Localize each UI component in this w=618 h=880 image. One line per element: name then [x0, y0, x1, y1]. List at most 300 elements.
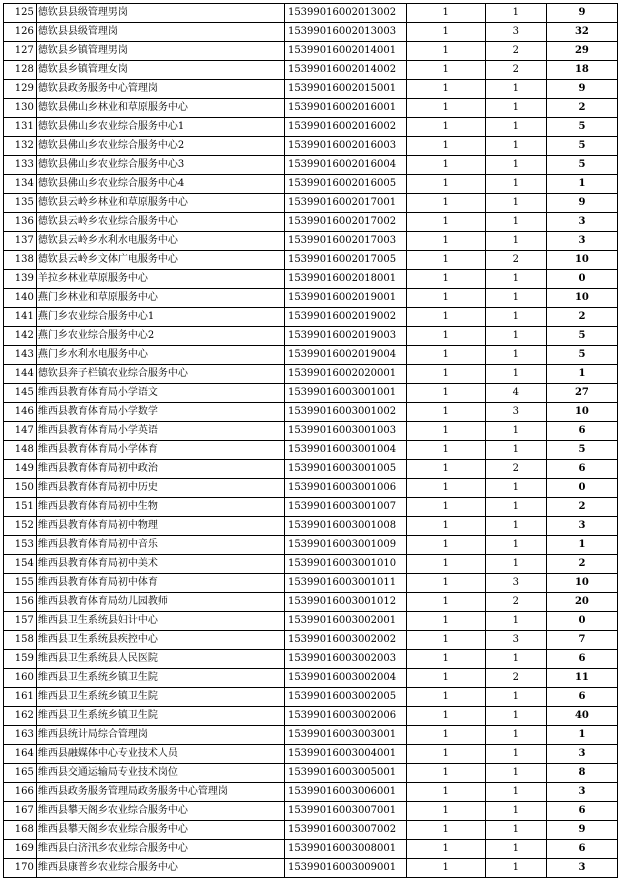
position-name: 德钦县佛山乡林业和草原服务中心: [36, 99, 284, 118]
table-row: [4, 783, 618, 802]
cell-col4: 1: [406, 631, 485, 650]
table-row: [4, 194, 618, 213]
cell-col4: 1: [406, 688, 485, 707]
row-number: 170: [4, 859, 37, 878]
position-name: 维西县教育体育局初中政治: [36, 460, 284, 479]
cell-col5: 2: [485, 61, 546, 80]
cell-col5: 1: [485, 707, 546, 726]
position-code: 15399016003001002: [284, 403, 406, 422]
row-number: 166: [4, 783, 37, 802]
position-name: 德钦县奔子栏镇农业综合服务中心: [36, 365, 284, 384]
position-code: 15399016003001011: [284, 574, 406, 593]
cell-col5: 1: [485, 517, 546, 536]
table-row: [4, 61, 618, 80]
row-number: 131: [4, 118, 37, 137]
row-number: 163: [4, 726, 37, 745]
table-row: [4, 99, 618, 118]
position-name: 维西县融媒体中心专业技术人员: [36, 745, 284, 764]
cell-col4: 1: [406, 650, 485, 669]
cell-col6: 27: [546, 384, 617, 403]
cell-col5: 1: [485, 441, 546, 460]
cell-col4: 1: [406, 365, 485, 384]
cell-col5: 1: [485, 536, 546, 555]
position-name: 德钦县佛山乡农业综合服务中心4: [36, 175, 284, 194]
row-number: 145: [4, 384, 37, 403]
cell-col6: 3: [546, 517, 617, 536]
table-row: [4, 726, 618, 745]
position-name: 德钦县佛山乡农业综合服务中心1: [36, 118, 284, 137]
row-number: 152: [4, 517, 37, 536]
row-number: 148: [4, 441, 37, 460]
position-name: 德钦县乡镇管理女岗: [36, 61, 284, 80]
position-code: 15399016002018001: [284, 270, 406, 289]
position-code: 15399016002020001: [284, 365, 406, 384]
position-name: 维西县卫生系统乡镇卫生院: [36, 669, 284, 688]
row-number: 155: [4, 574, 37, 593]
table-row: [4, 517, 618, 536]
row-number: 162: [4, 707, 37, 726]
cell-col4: 1: [406, 137, 485, 156]
cell-col5: 1: [485, 346, 546, 365]
cell-col6: 3: [546, 783, 617, 802]
cell-col5: 1: [485, 99, 546, 118]
positions-table: [3, 3, 618, 878]
position-code: 15399016002017003: [284, 232, 406, 251]
position-code: 15399016003008001: [284, 840, 406, 859]
position-code: 15399016003007002: [284, 821, 406, 840]
row-number: 133: [4, 156, 37, 175]
position-name: 维西县教育体育局小学英语: [36, 422, 284, 441]
position-name: 维西县攀天阁乡农业综合服务中心: [36, 821, 284, 840]
cell-col5: 1: [485, 612, 546, 631]
cell-col5: 1: [485, 327, 546, 346]
cell-col6: 9: [546, 4, 617, 23]
cell-col4: 1: [406, 840, 485, 859]
position-name: 维西县攀天阁乡农业综合服务中心: [36, 802, 284, 821]
position-name: 维西县政务服务管理局政务服务中心管理岗: [36, 783, 284, 802]
row-number: 134: [4, 175, 37, 194]
cell-col4: 1: [406, 555, 485, 574]
cell-col6: 5: [546, 156, 617, 175]
row-number: 146: [4, 403, 37, 422]
table-row: [4, 574, 618, 593]
cell-col4: 1: [406, 232, 485, 251]
cell-col4: 1: [406, 764, 485, 783]
table-row: [4, 840, 618, 859]
cell-col6: 8: [546, 764, 617, 783]
cell-col5: 1: [485, 859, 546, 878]
cell-col4: 1: [406, 498, 485, 517]
position-code: 15399016002015001: [284, 80, 406, 99]
table-row: [4, 289, 618, 308]
table-row: [4, 346, 618, 365]
table-row: [4, 365, 618, 384]
position-code: 15399016003007001: [284, 802, 406, 821]
cell-col4: 1: [406, 821, 485, 840]
cell-col4: 1: [406, 574, 485, 593]
cell-col6: 2: [546, 498, 617, 517]
cell-col4: 1: [406, 384, 485, 403]
position-code: 15399016003006001: [284, 783, 406, 802]
cell-col6: 18: [546, 61, 617, 80]
cell-col6: 5: [546, 346, 617, 365]
position-code: 15399016003001007: [284, 498, 406, 517]
row-number: 151: [4, 498, 37, 517]
row-number: 132: [4, 137, 37, 156]
position-code: 15399016002016004: [284, 156, 406, 175]
table-row: [4, 270, 618, 289]
position-name: 维西县卫生系统县疾控中心: [36, 631, 284, 650]
cell-col6: 6: [546, 688, 617, 707]
cell-col6: 9: [546, 194, 617, 213]
table-row: [4, 555, 618, 574]
cell-col4: 1: [406, 61, 485, 80]
cell-col4: 1: [406, 802, 485, 821]
position-name: 维西县教育体育局小学语文: [36, 384, 284, 403]
cell-col5: 1: [485, 308, 546, 327]
cell-col4: 1: [406, 479, 485, 498]
row-number: 153: [4, 536, 37, 555]
cell-col6: 3: [546, 859, 617, 878]
table-row: [4, 156, 618, 175]
cell-col4: 1: [406, 859, 485, 878]
table-row: [4, 707, 618, 726]
table-row: [4, 688, 618, 707]
position-code: 15399016003002005: [284, 688, 406, 707]
table-row: [4, 631, 618, 650]
cell-col4: 1: [406, 460, 485, 479]
position-code: 15399016003001009: [284, 536, 406, 555]
table-row: [4, 403, 618, 422]
position-code: 15399016003001003: [284, 422, 406, 441]
row-number: 129: [4, 80, 37, 99]
cell-col5: 1: [485, 555, 546, 574]
position-name: 德钦县县级管理岗: [36, 23, 284, 42]
cell-col6: 29: [546, 42, 617, 61]
position-name: 德钦县云岭乡农业综合服务中心: [36, 213, 284, 232]
cell-col4: 1: [406, 707, 485, 726]
cell-col6: 11: [546, 669, 617, 688]
cell-col5: 1: [485, 802, 546, 821]
cell-col6: 5: [546, 137, 617, 156]
cell-col6: 40: [546, 707, 617, 726]
table-row: [4, 175, 618, 194]
table-row: [4, 498, 618, 517]
position-name: 维西县教育体育局小学数学: [36, 403, 284, 422]
cell-col5: 1: [485, 498, 546, 517]
row-number: 169: [4, 840, 37, 859]
table-row: [4, 593, 618, 612]
position-code: 15399016002014002: [284, 61, 406, 80]
cell-col6: 6: [546, 840, 617, 859]
cell-col6: 3: [546, 213, 617, 232]
row-number: 164: [4, 745, 37, 764]
position-name: 羊拉乡林业草原服务中心: [36, 270, 284, 289]
table-row: [4, 137, 618, 156]
cell-col5: 3: [485, 631, 546, 650]
table-row: [4, 460, 618, 479]
cell-col6: 10: [546, 403, 617, 422]
row-number: 159: [4, 650, 37, 669]
cell-col4: 1: [406, 80, 485, 99]
cell-col4: 1: [406, 593, 485, 612]
position-name: 燕门乡水利水电服务中心: [36, 346, 284, 365]
cell-col5: 1: [485, 764, 546, 783]
cell-col4: 1: [406, 289, 485, 308]
table-row: [4, 80, 618, 99]
cell-col6: 1: [546, 726, 617, 745]
position-name: 德钦县佛山乡农业综合服务中心2: [36, 137, 284, 156]
cell-col4: 1: [406, 194, 485, 213]
cell-col5: 1: [485, 365, 546, 384]
row-number: 137: [4, 232, 37, 251]
cell-col5: 1: [485, 213, 546, 232]
cell-col4: 1: [406, 726, 485, 745]
position-name: 德钦县云岭乡水利水电服务中心: [36, 232, 284, 251]
position-name: 维西县交通运输局专业技术岗位: [36, 764, 284, 783]
cell-col6: 2: [546, 99, 617, 118]
position-code: 15399016002013002: [284, 4, 406, 23]
cell-col5: 1: [485, 137, 546, 156]
cell-col6: 7: [546, 631, 617, 650]
cell-col4: 1: [406, 4, 485, 23]
table-row: [4, 308, 618, 327]
position-name: 德钦县云岭乡林业和草原服务中心: [36, 194, 284, 213]
cell-col6: 6: [546, 422, 617, 441]
cell-col6: 5: [546, 327, 617, 346]
cell-col4: 1: [406, 251, 485, 270]
cell-col5: 1: [485, 270, 546, 289]
cell-col4: 1: [406, 517, 485, 536]
table-row: [4, 42, 618, 61]
row-number: 141: [4, 308, 37, 327]
cell-col6: 9: [546, 821, 617, 840]
cell-col5: 1: [485, 479, 546, 498]
row-number: 157: [4, 612, 37, 631]
cell-col4: 1: [406, 669, 485, 688]
cell-col4: 1: [406, 42, 485, 61]
table-row: [4, 118, 618, 137]
cell-col4: 1: [406, 118, 485, 137]
position-code: 15399016002016005: [284, 175, 406, 194]
position-code: 15399016003001005: [284, 460, 406, 479]
cell-col4: 1: [406, 175, 485, 194]
position-code: 15399016002016002: [284, 118, 406, 137]
cell-col4: 1: [406, 403, 485, 422]
cell-col4: 1: [406, 270, 485, 289]
cell-col4: 1: [406, 346, 485, 365]
cell-col6: 32: [546, 23, 617, 42]
position-code: 15399016003001008: [284, 517, 406, 536]
position-name: 德钦县政务服务中心管理岗: [36, 80, 284, 99]
cell-col4: 1: [406, 612, 485, 631]
position-code: 15399016002016003: [284, 137, 406, 156]
cell-col5: 2: [485, 593, 546, 612]
table-row: [4, 384, 618, 403]
position-code: 15399016002017005: [284, 251, 406, 270]
cell-col4: 1: [406, 422, 485, 441]
row-number: 140: [4, 289, 37, 308]
row-number: 126: [4, 23, 37, 42]
position-code: 15399016002017002: [284, 213, 406, 232]
row-number: 147: [4, 422, 37, 441]
position-name: 维西县康普乡农业综合服务中心: [36, 859, 284, 878]
row-number: 127: [4, 42, 37, 61]
row-number: 168: [4, 821, 37, 840]
position-code: 15399016002013003: [284, 23, 406, 42]
position-code: 15399016003004001: [284, 745, 406, 764]
cell-col6: 3: [546, 232, 617, 251]
position-name: 燕门乡农业综合服务中心2: [36, 327, 284, 346]
cell-col5: 1: [485, 80, 546, 99]
position-name: 燕门乡林业和草原服务中心: [36, 289, 284, 308]
position-code: 15399016002019001: [284, 289, 406, 308]
cell-col6: 6: [546, 650, 617, 669]
table-row: [4, 213, 618, 232]
position-code: 15399016003001004: [284, 441, 406, 460]
cell-col6: 9: [546, 80, 617, 99]
table-row: [4, 745, 618, 764]
cell-col6: 0: [546, 270, 617, 289]
position-name: 德钦县云岭乡文体广电服务中心: [36, 251, 284, 270]
cell-col4: 1: [406, 99, 485, 118]
position-code: 15399016003003001: [284, 726, 406, 745]
table-row: [4, 821, 618, 840]
table-row: [4, 23, 618, 42]
table-row: [4, 327, 618, 346]
row-number: 158: [4, 631, 37, 650]
position-name: 燕门乡农业综合服务中心1: [36, 308, 284, 327]
position-code: 15399016003005001: [284, 764, 406, 783]
row-number: 125: [4, 4, 37, 23]
cell-col5: 1: [485, 821, 546, 840]
cell-col6: 1: [546, 536, 617, 555]
cell-col5: 3: [485, 403, 546, 422]
cell-col5: 1: [485, 726, 546, 745]
position-name: 维西县教育体育局小学体育: [36, 441, 284, 460]
cell-col6: 1: [546, 175, 617, 194]
row-number: 165: [4, 764, 37, 783]
row-number: 156: [4, 593, 37, 612]
row-number: 138: [4, 251, 37, 270]
row-number: 135: [4, 194, 37, 213]
position-name: 维西县教育体育局初中音乐: [36, 536, 284, 555]
row-number: 130: [4, 99, 37, 118]
position-name: 维西县卫生系统乡镇卫生院: [36, 688, 284, 707]
cell-col6: 5: [546, 441, 617, 460]
position-code: 15399016003001010: [284, 555, 406, 574]
table-row: [4, 4, 618, 23]
row-number: 161: [4, 688, 37, 707]
position-name: 德钦县乡镇管理男岗: [36, 42, 284, 61]
cell-col5: 1: [485, 118, 546, 137]
cell-col5: 1: [485, 4, 546, 23]
cell-col5: 2: [485, 42, 546, 61]
cell-col6: 2: [546, 308, 617, 327]
cell-col6: 0: [546, 612, 617, 631]
table-row: [4, 251, 618, 270]
cell-col4: 1: [406, 745, 485, 764]
position-name: 维西县教育体育局幼儿园教师: [36, 593, 284, 612]
position-code: 15399016002019002: [284, 308, 406, 327]
position-name: 维西县统计局综合管理岗: [36, 726, 284, 745]
position-code: 15399016003009001: [284, 859, 406, 878]
cell-col4: 1: [406, 441, 485, 460]
row-number: 142: [4, 327, 37, 346]
cell-col6: 10: [546, 289, 617, 308]
cell-col6: 1: [546, 365, 617, 384]
cell-col5: 1: [485, 194, 546, 213]
cell-col4: 1: [406, 783, 485, 802]
position-code: 15399016002019004: [284, 346, 406, 365]
table-row: [4, 536, 618, 555]
position-code: 15399016002017001: [284, 194, 406, 213]
cell-col6: 2: [546, 555, 617, 574]
position-code: 15399016002014001: [284, 42, 406, 61]
cell-col6: 6: [546, 460, 617, 479]
cell-col5: 1: [485, 840, 546, 859]
row-number: 139: [4, 270, 37, 289]
cell-col4: 1: [406, 156, 485, 175]
cell-col5: 3: [485, 574, 546, 593]
cell-col4: 1: [406, 23, 485, 42]
cell-col6: 3: [546, 745, 617, 764]
cell-col4: 1: [406, 536, 485, 555]
row-number: 136: [4, 213, 37, 232]
position-code: 15399016003002003: [284, 650, 406, 669]
position-code: 15399016003002001: [284, 612, 406, 631]
table-row: [4, 802, 618, 821]
cell-col6: 6: [546, 802, 617, 821]
position-name: 维西县卫生系统乡镇卫生院: [36, 707, 284, 726]
position-code: 15399016003001012: [284, 593, 406, 612]
position-code: 15399016002019003: [284, 327, 406, 346]
cell-col5: 2: [485, 251, 546, 270]
cell-col5: 3: [485, 23, 546, 42]
table-row: [4, 669, 618, 688]
cell-col6: 0: [546, 479, 617, 498]
row-number: 154: [4, 555, 37, 574]
cell-col5: 2: [485, 460, 546, 479]
cell-col5: 1: [485, 783, 546, 802]
table-row: [4, 612, 618, 631]
cell-col5: 1: [485, 422, 546, 441]
row-number: 128: [4, 61, 37, 80]
cell-col4: 1: [406, 327, 485, 346]
row-number: 144: [4, 365, 37, 384]
row-number: 149: [4, 460, 37, 479]
cell-col5: 1: [485, 745, 546, 764]
table-row: [4, 422, 618, 441]
position-name: 维西县教育体育局初中体育: [36, 574, 284, 593]
cell-col4: 1: [406, 213, 485, 232]
cell-col6: 20: [546, 593, 617, 612]
row-number: 150: [4, 479, 37, 498]
position-name: 维西县白济汛乡农业综合服务中心: [36, 840, 284, 859]
position-name: 维西县卫生系统县妇计中心: [36, 612, 284, 631]
cell-col5: 2: [485, 669, 546, 688]
table-row: [4, 650, 618, 669]
position-name: 德钦县佛山乡农业综合服务中心3: [36, 156, 284, 175]
cell-col5: 1: [485, 289, 546, 308]
table-row: [4, 859, 618, 878]
cell-col5: 1: [485, 175, 546, 194]
table-row: [4, 479, 618, 498]
position-code: 15399016003001006: [284, 479, 406, 498]
position-code: 15399016003002004: [284, 669, 406, 688]
cell-col6: 10: [546, 574, 617, 593]
cell-col5: 1: [485, 232, 546, 251]
